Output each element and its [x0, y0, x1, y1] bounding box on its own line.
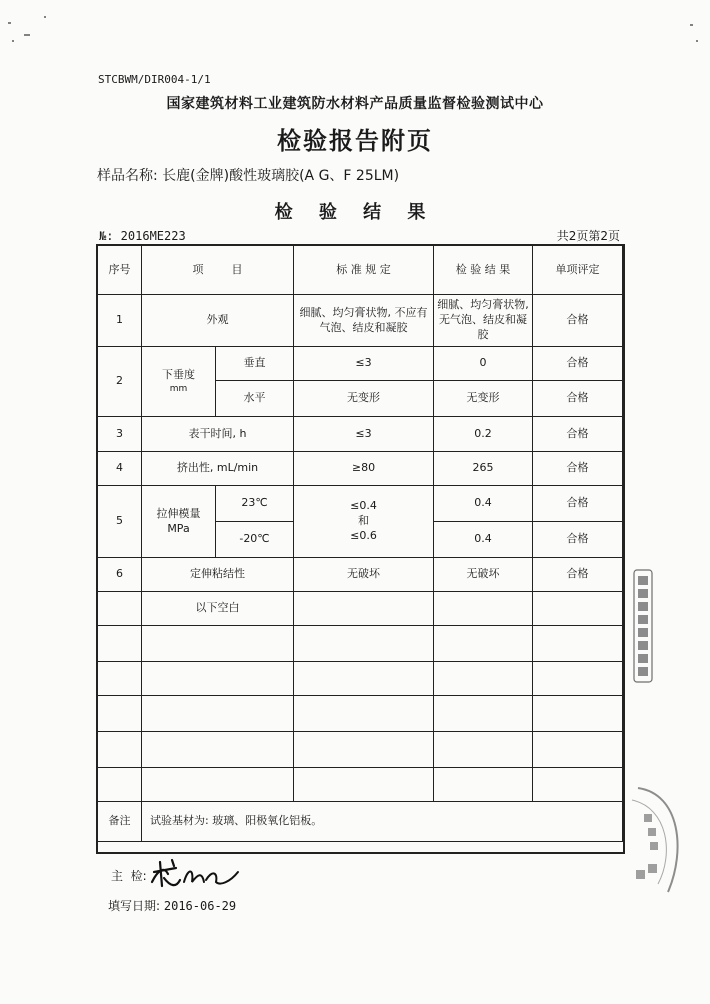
row-seq: 5	[98, 486, 142, 558]
row-seq: 6	[98, 558, 142, 592]
row-result: 0.4	[434, 522, 533, 558]
row-seq: 1	[98, 295, 142, 347]
row-verdict: 合格	[533, 486, 623, 522]
table-row	[98, 347, 623, 381]
empty-row	[98, 768, 623, 802]
row-result: 无破坏	[434, 558, 533, 592]
report-number: №: 2016ME223	[99, 229, 186, 243]
table-row	[98, 592, 623, 626]
row-item-unit: MPa	[167, 521, 190, 535]
row-verdict: 合格	[533, 417, 623, 452]
row-result: 0	[434, 347, 533, 381]
row-verdict: 合格	[533, 558, 623, 592]
row-standard	[294, 486, 434, 558]
row-result: 无变形	[434, 381, 533, 417]
sub-item: -20℃	[216, 522, 294, 558]
row-seq: 2	[98, 347, 142, 417]
sub-item: 水平	[216, 381, 294, 417]
blank-note: 以下空白	[142, 592, 294, 626]
handwritten-signature	[146, 852, 242, 896]
page-title: 检验报告附页	[277, 127, 433, 155]
date-label: 填写日期:	[108, 899, 161, 913]
section-title: 检 验 结 果	[274, 202, 436, 223]
inspector-label: 主 检:	[111, 869, 147, 883]
row-item	[142, 347, 216, 417]
results-table	[97, 245, 623, 842]
row-item: 表干时间, h	[142, 417, 294, 452]
page-info: 共2页第2页	[556, 229, 620, 243]
header-result: 检 验 结 果	[434, 246, 533, 295]
row-verdict: 合格	[533, 347, 623, 381]
remarks-row	[98, 802, 623, 842]
document-code: STCBWM/DIR004-1/1	[98, 73, 211, 86]
header-standard: 标 准 规 定	[294, 246, 434, 295]
sub-item: 23℃	[216, 486, 294, 522]
row-standard: ≥80	[294, 452, 434, 486]
row-verdict: 合格	[533, 381, 623, 417]
standard-line: 和	[358, 514, 370, 528]
row-result: 0.4	[434, 486, 533, 522]
header-seq: 序号	[98, 246, 142, 295]
sample-name: 样品名称: 长鹿(金牌)酸性玻璃胶(A G、F 25LM)	[97, 168, 400, 184]
side-seal-stamp	[631, 566, 655, 686]
scan-specks	[0, 0, 710, 60]
row-verdict: 合格	[533, 522, 623, 558]
row-item-unit: mm	[169, 383, 188, 394]
row-standard: ≤3	[294, 417, 434, 452]
table-row	[98, 295, 623, 347]
row-standard: 细腻、均匀膏状物, 不应有气泡、结皮和凝胶	[294, 295, 434, 347]
row-result: 265	[434, 452, 533, 486]
round-seal-stamp	[618, 780, 688, 910]
organization-name: 国家建筑材料工业建筑防水材料产品质量监督检验测试中心	[166, 96, 544, 112]
header-verdict: 单项评定	[533, 246, 623, 295]
table-row	[98, 558, 623, 592]
row-item	[142, 486, 216, 558]
sub-item: 垂直	[216, 347, 294, 381]
table-row	[98, 486, 623, 522]
remarks-text: 试验基材为: 玻璃、阳极氧化铝板。	[142, 802, 623, 842]
table-header-row	[98, 246, 623, 295]
standard-line: ≤0.6	[350, 528, 377, 542]
row-verdict: 合格	[533, 295, 623, 347]
row-item: 挤出性, mL/min	[142, 452, 294, 486]
row-item: 定伸粘结性	[142, 558, 294, 592]
row-standard: ≤3	[294, 347, 434, 381]
empty-row	[98, 732, 623, 768]
row-result: 0.2	[434, 417, 533, 452]
header-item: 项 目	[142, 246, 294, 295]
empty-row	[98, 662, 623, 696]
standard-line: ≤0.4	[350, 499, 377, 513]
empty-row	[98, 626, 623, 662]
row-item-name: 下垂度	[162, 368, 195, 381]
remarks-label: 备注	[98, 802, 142, 842]
table-row	[98, 452, 623, 486]
date-value: 2016-06-29	[163, 899, 237, 913]
row-standard: 无变形	[294, 381, 434, 417]
row-result: 细腻、均匀膏状物, 无气泡、结皮和凝胶	[434, 295, 533, 347]
row-seq: 3	[98, 417, 142, 452]
row-verdict: 合格	[533, 452, 623, 486]
table-row	[98, 417, 623, 452]
row-seq: 4	[98, 452, 142, 486]
row-item: 外观	[142, 295, 294, 347]
row-item-name: 拉伸模量	[156, 506, 201, 520]
row-standard: 无破坏	[294, 558, 434, 592]
fill-date	[108, 897, 236, 914]
empty-row	[98, 696, 623, 732]
